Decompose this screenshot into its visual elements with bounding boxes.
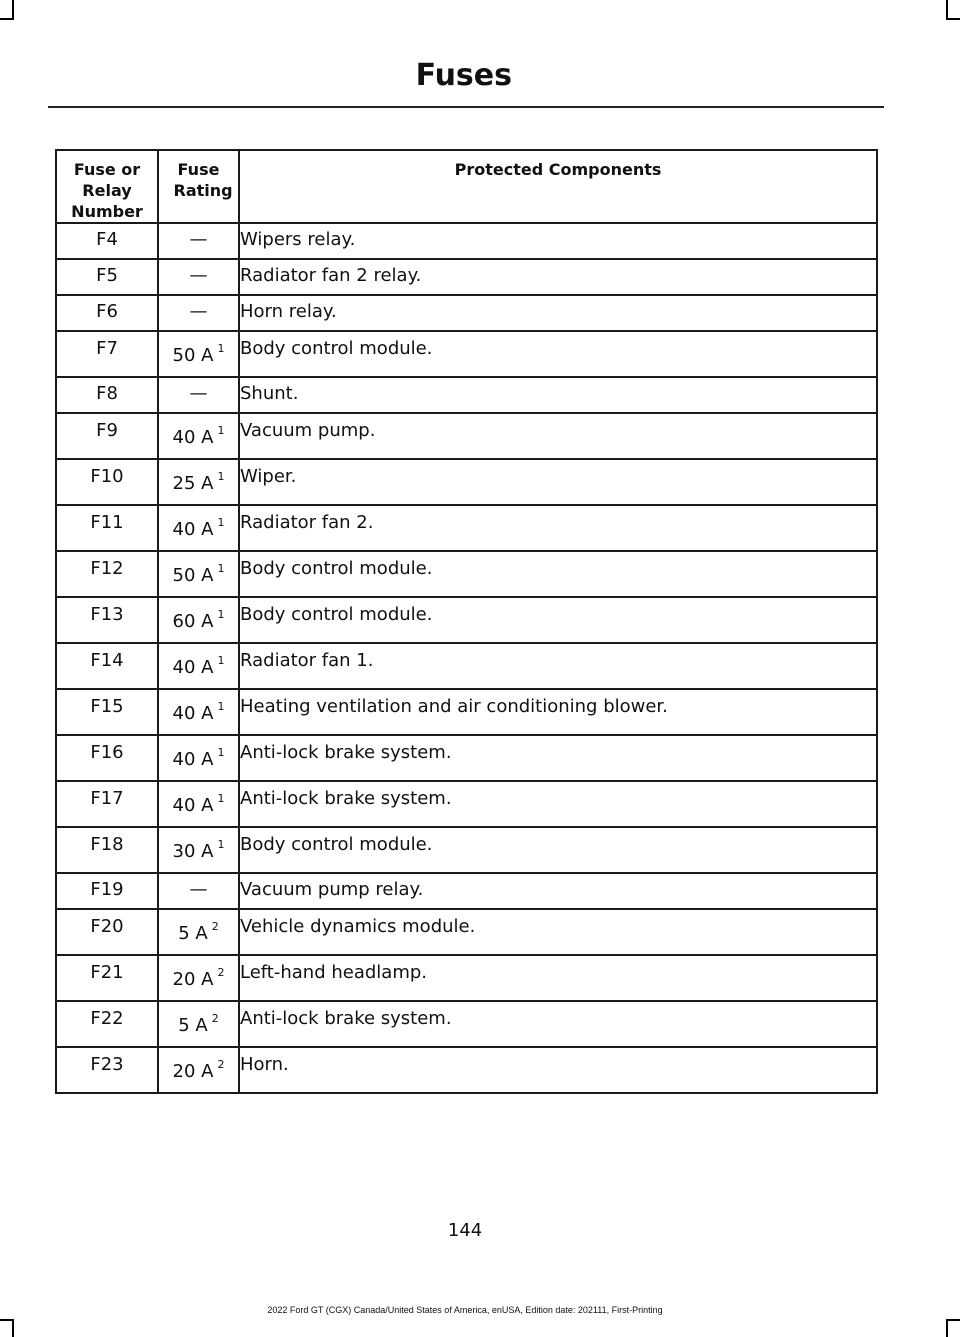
protected-component-cell: Heating ventilation and air conditioning blower.: [239, 689, 877, 735]
table-row: [56, 643, 877, 689]
fuse-rating-cell: [158, 873, 239, 909]
fuse-rating-cell: [158, 331, 239, 377]
fuse-rating-cell: [158, 955, 239, 1001]
table-row: [56, 827, 877, 873]
fuse-rating-cell: [158, 295, 239, 331]
table-row: [56, 735, 877, 781]
fuse-rating-value: 30 A: [172, 841, 214, 862]
table-row: [56, 551, 877, 597]
footnote-marker: 1: [217, 746, 225, 759]
fuse-rating-cell: [158, 551, 239, 597]
fuse-rating-value: 25 A: [172, 473, 214, 494]
fuse-rating-cell: [158, 735, 239, 781]
fuse-rating-cell: [158, 909, 239, 955]
header-fuse-number-text: Fuse or Relay Number: [71, 160, 143, 221]
fuse-rating-cell: [158, 223, 239, 259]
table-row: [56, 413, 877, 459]
crop-mark-bottom-left-h: [0, 1319, 14, 1321]
fuse-number-cell: F23: [56, 1047, 158, 1093]
fuse-table: [55, 149, 878, 1094]
header-protected-components: Protected Components: [239, 150, 877, 223]
table-row: [56, 689, 877, 735]
table-row: [56, 909, 877, 955]
fuse-rating-cell: [158, 1001, 239, 1047]
footnote-marker: 1: [217, 654, 225, 667]
footnote-marker: 2: [211, 1012, 219, 1025]
fuse-rating-value: 40 A: [172, 427, 214, 448]
fuse-number-cell: F4: [56, 223, 158, 259]
fuse-rating-value: 20 A: [172, 1061, 214, 1082]
protected-component-cell: Vacuum pump.: [239, 413, 877, 459]
fuse-number-cell: F7: [56, 331, 158, 377]
table-row: [56, 1047, 877, 1093]
table-row: [56, 781, 877, 827]
fuse-rating-value: 20 A: [172, 969, 214, 990]
fuse-rating-cell: [158, 505, 239, 551]
protected-component-cell: Radiator fan 1.: [239, 643, 877, 689]
fuse-rating-cell: [158, 597, 239, 643]
fuse-rating-cell: [158, 827, 239, 873]
table-row: [56, 1001, 877, 1047]
page-title: Fuses: [415, 58, 512, 93]
header-fuse-rating: [158, 150, 239, 223]
fuse-rating-cell: [158, 781, 239, 827]
fuse-rating-value: —: [189, 229, 208, 250]
fuse-rating-value: 5 A: [178, 923, 208, 944]
fuse-number-cell: F11: [56, 505, 158, 551]
protected-component-cell: Wipers relay.: [239, 223, 877, 259]
table-header-row: [56, 150, 877, 223]
footnote-marker: 1: [217, 342, 225, 355]
crop-mark-top-right-v: [946, 0, 948, 18]
protected-component-cell: Anti-lock brake system.: [239, 1001, 877, 1047]
fuse-rating-value: 50 A: [172, 345, 214, 366]
crop-mark-top-left-v: [12, 0, 14, 18]
fuse-number-cell: F17: [56, 781, 158, 827]
fuse-number-cell: F13: [56, 597, 158, 643]
fuse-rating-value: 40 A: [172, 703, 214, 724]
protected-component-cell: Horn relay.: [239, 295, 877, 331]
footnote-marker: 1: [217, 516, 225, 529]
footer-edition-line: 2022 Ford GT (CGX) Canada/United States of America, enUSA, Edition date: 202111, First-Printing: [267, 1305, 663, 1315]
table-row: [56, 505, 877, 551]
table-row: [56, 331, 877, 377]
fuse-rating-cell: [158, 459, 239, 505]
fuse-rating-cell: [158, 643, 239, 689]
fuse-rating-cell: [158, 259, 239, 295]
fuse-rating-value: —: [189, 383, 208, 404]
fuse-number-cell: F14: [56, 643, 158, 689]
crop-mark-top-left-h: [0, 18, 14, 20]
table-row: [56, 295, 877, 331]
fuse-rating-cell: [158, 1047, 239, 1093]
fuse-rating-value: 60 A: [172, 611, 214, 632]
footnote-marker: 1: [217, 838, 225, 851]
fuse-number-cell: F20: [56, 909, 158, 955]
fuse-number-cell: F10: [56, 459, 158, 505]
header-fuse-number: [56, 150, 158, 223]
fuse-number-cell: F18: [56, 827, 158, 873]
table-row: [56, 259, 877, 295]
crop-mark-bottom-right-h: [946, 1319, 960, 1321]
crop-mark-top-right-h: [946, 18, 960, 20]
table-row: [56, 223, 877, 259]
fuse-rating-value: 5 A: [178, 1015, 208, 1036]
fuse-number-cell: F21: [56, 955, 158, 1001]
footnote-marker: 1: [217, 470, 225, 483]
footnote-marker: 1: [217, 424, 225, 437]
fuse-number-cell: F19: [56, 873, 158, 909]
protected-component-cell: Left-hand headlamp.: [239, 955, 877, 1001]
protected-component-cell: Shunt.: [239, 377, 877, 413]
footnote-marker: 2: [217, 1058, 225, 1071]
table-row: [56, 597, 877, 643]
footnote-marker: 1: [217, 562, 225, 575]
protected-component-cell: Body control module.: [239, 331, 877, 377]
fuse-number-cell: F5: [56, 259, 158, 295]
table-row: [56, 873, 877, 909]
fuse-number-cell: F22: [56, 1001, 158, 1047]
footnote-marker: 1: [217, 700, 225, 713]
header-fuse-rating-text: Fuse Rating: [173, 160, 233, 200]
fuse-rating-value: 50 A: [172, 565, 214, 586]
protected-component-cell: Wiper.: [239, 459, 877, 505]
fuse-rating-cell: [158, 689, 239, 735]
footnote-marker: 2: [217, 966, 225, 979]
fuse-rating-value: 40 A: [172, 749, 214, 770]
fuse-rating-cell: [158, 377, 239, 413]
protected-component-cell: Horn.: [239, 1047, 877, 1093]
fuse-number-cell: F12: [56, 551, 158, 597]
table-body: [56, 223, 877, 1093]
fuse-rating-value: 40 A: [172, 657, 214, 678]
crop-mark-bottom-right-v: [946, 1319, 948, 1337]
table-row: [56, 377, 877, 413]
page-number: 144: [447, 1220, 483, 1241]
table-row: [56, 955, 877, 1001]
protected-component-cell: Vacuum pump relay.: [239, 873, 877, 909]
protected-component-cell: Vehicle dynamics module.: [239, 909, 877, 955]
title-rule: [48, 106, 884, 108]
fuse-rating-value: —: [189, 301, 208, 322]
fuse-number-cell: F6: [56, 295, 158, 331]
table-row: [56, 459, 877, 505]
footnote-marker: 1: [217, 608, 225, 621]
fuse-rating-value: —: [189, 879, 208, 900]
fuse-number-cell: F16: [56, 735, 158, 781]
fuse-rating-value: 40 A: [172, 519, 214, 540]
fuse-rating-value: 40 A: [172, 795, 214, 816]
protected-component-cell: Anti-lock brake system.: [239, 781, 877, 827]
footnote-marker: 1: [217, 792, 225, 805]
protected-component-cell: Radiator fan 2.: [239, 505, 877, 551]
fuse-rating-cell: [158, 413, 239, 459]
fuse-number-cell: F15: [56, 689, 158, 735]
footnote-marker: 2: [211, 920, 219, 933]
protected-component-cell: Radiator fan 2 relay.: [239, 259, 877, 295]
protected-component-cell: Body control module.: [239, 551, 877, 597]
fuse-number-cell: F8: [56, 377, 158, 413]
protected-component-cell: Body control module.: [239, 597, 877, 643]
crop-mark-bottom-left-v: [12, 1319, 14, 1337]
protected-component-cell: Body control module.: [239, 827, 877, 873]
protected-component-cell: Anti-lock brake system.: [239, 735, 877, 781]
fuse-rating-value: —: [189, 265, 208, 286]
fuse-number-cell: F9: [56, 413, 158, 459]
